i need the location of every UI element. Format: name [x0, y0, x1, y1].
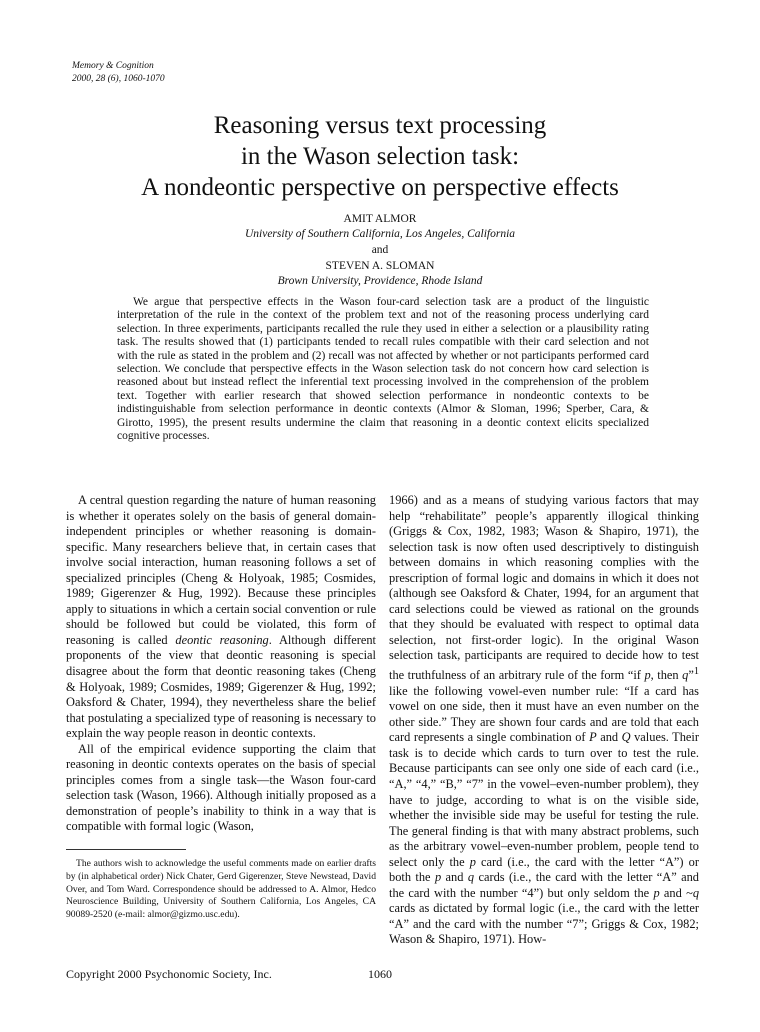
variable-q: q	[682, 668, 689, 683]
variable-q: q	[467, 870, 475, 885]
footnote-marker: 1	[693, 666, 699, 678]
journal-citation: 2000, 28 (6), 1060-1070	[72, 74, 165, 84]
body-text: cards (i.e., the card with the letter “A” and the card with the number “4”) but only seldom the	[389, 870, 699, 900]
variable-p: p	[434, 870, 442, 885]
title-line-1: Reasoning versus text processing	[213, 112, 547, 139]
variable-p: p	[469, 854, 476, 869]
variable-p: p	[653, 885, 660, 900]
body-text: and	[441, 870, 468, 885]
body-text: and ~	[659, 885, 693, 900]
body-text: card (i.e., the card with the letter “A”) or both the	[389, 854, 699, 885]
body-column-left	[66, 493, 376, 835]
author-conjunction: and	[371, 244, 389, 256]
body-column-right	[389, 493, 699, 948]
body-text: A central question regarding the nature of human reasoning is whether it operates solely on the basis of general domain-independent principles or whether reasoning is domain-specific. Many researchers believe that, in certain cases that involve social interaction, human reasoning follows a set of specialized principles (Cheng & Holyoak, 1985; Cosmides, 1989; Gigerenzer & Hug, 1992). Because these principles apply to situations in which a certain social convention or rule should be followed but could be violated, this form of reasoning is called	[66, 493, 376, 647]
body-text: and	[596, 730, 622, 745]
body-text: ”	[688, 668, 694, 683]
variable-Q: Q	[621, 730, 631, 745]
body-paragraph-continued	[389, 493, 699, 948]
abstract-text: We argue that perspective effects in the Wason four-card selection task are a product of the linguistic interpretation of the rule in the context of the problem text and not of the reasoning process underlying card selection. In three experiments, participants recalled the rule they used in either a selection or a plausibility rating task. The results showed that (1) participants tended to recall rules compatible with their card selection and not with the rule as stated in the problem and (2) recall was not affected by whether or not participants performed card selection. We conclude that perspective effects in the Wason selection task do not concern how card selection is reasoned about but instead reflect the inferential text processing involved in the comprehension of the problem text. Together with earlier research that showed selection performance in nondeontic contexts to be indistinguishable from selection performance in deontic contexts (Almor & Sloman, 1996; Sperber, Cara, & Girotto, 1995), the present results undermine the claim that reasoning in a deontic context elicits specialized cognitive processes.	[117, 296, 649, 443]
author-affiliation-1: University of Southern California, Los Angeles, California	[244, 228, 516, 240]
author-name-1: AMIT ALMOR	[343, 213, 417, 225]
body-text: . Although different proponents of the view that deontic reasoning is special disagree about the form that deontic reasoning takes (Cheng & Holyoak, 1989; Cosmides, 1989; Gigerenzer & Hug, 1992; Oaksford & Chater, 1994), they nevertheless share the belief that postulating a specialized type of reasoning is necessary to explain the way people reason in deontic contexts.	[66, 632, 376, 741]
footnote-text: The authors wish to acknowledge the useful comments made on earlier drafts by (in alphabetical order) Nick Chater, Gerd Gigerenzer, Steve Newstead, David Over, and Tom Ward. Correspondence should be addressed to A. Almor, Hedco Neuroscience Building, University of Southern California, Los Angeles, CA 90089-2520 (e-mail: almor@gizmo.usc.edu).	[66, 858, 376, 921]
footnote-divider	[66, 849, 186, 850]
journal-name: Memory & Cognition	[72, 61, 154, 71]
abstract	[117, 296, 649, 443]
body-text: like the following vowel-even number rule: “If a card has vowel on one side, then it must have an even number on the other side.” They are shown four cards and are told that each card represents a single combination of	[389, 683, 699, 745]
body-text: cards as dictated by formal logic (i.e., the card with the letter “A” and the card with the number “7”; Griggs & Cox, 1982; Wason & Shapiro, 1971). How-	[389, 901, 699, 947]
author-block	[0, 212, 760, 289]
title-line-3: A nondeontic perspective on perspective effects	[141, 174, 619, 201]
copyright-notice: Copyright 2000 Psychonomic Society, Inc.	[66, 967, 272, 981]
article-title	[0, 110, 760, 203]
body-text: 1966) and as a means of studying various factors that may help “rehabilitate” people’s apparently illogical thinking (Griggs & Cox, 1982, 1983; Wason & Shapiro, 1971), the selection task is now often used descriptively to distinguish between domains in which reasoning complies with the prescription of formal logic and domains in which it does not (although see Oaksford & Chater, 1994, for an argument that card selections could be viewed as rational on the grounds that they should be evaluated with respect to optimal data selection, not first-order logic). In the original Wason selection task, participants are required to decide how to test the truthfulness of an arbitrary rule of the form “if	[389, 493, 699, 683]
title-line-2: in the Wason selection task:	[240, 143, 520, 170]
body-text: values. Their task is to decide which cards to turn over to test the rule. Because participants can see only one side of each card (i.e., “A,” “4,” “B,” “7” in the vowel–even-number problem), they have to judge, according to what is on the visible side, whether the invisible side may be useful for testing the rule. The general finding is that with many abstract problems, such as the arbitrary vowel–even-number problem, people tend to select only the	[389, 730, 699, 869]
variable-q: q	[692, 885, 700, 900]
author-name-2: STEVEN A. SLOMAN	[325, 260, 435, 272]
footnote	[66, 858, 376, 922]
body-paragraph-1	[66, 493, 376, 742]
page-number: 1060	[368, 967, 392, 981]
body-paragraph-2: All of the empirical evidence supporting the claim that reasoning in deontic contexts operates on the basis of special principles comes from a single task—the Wason four-card selection task (Wason, 1966). Although initially proposed as a demonstration of people’s inability to think in a way that is compatible with formal logic (Wason,	[66, 741, 376, 834]
variable-P: P	[589, 730, 597, 745]
author-affiliation-2: Brown University, Providence, Rhode Island	[277, 275, 483, 287]
emphasis-term: deontic reasoning	[175, 632, 269, 647]
variable-p: p	[644, 668, 651, 683]
journal-header	[72, 60, 165, 86]
body-text: , then	[650, 668, 683, 683]
